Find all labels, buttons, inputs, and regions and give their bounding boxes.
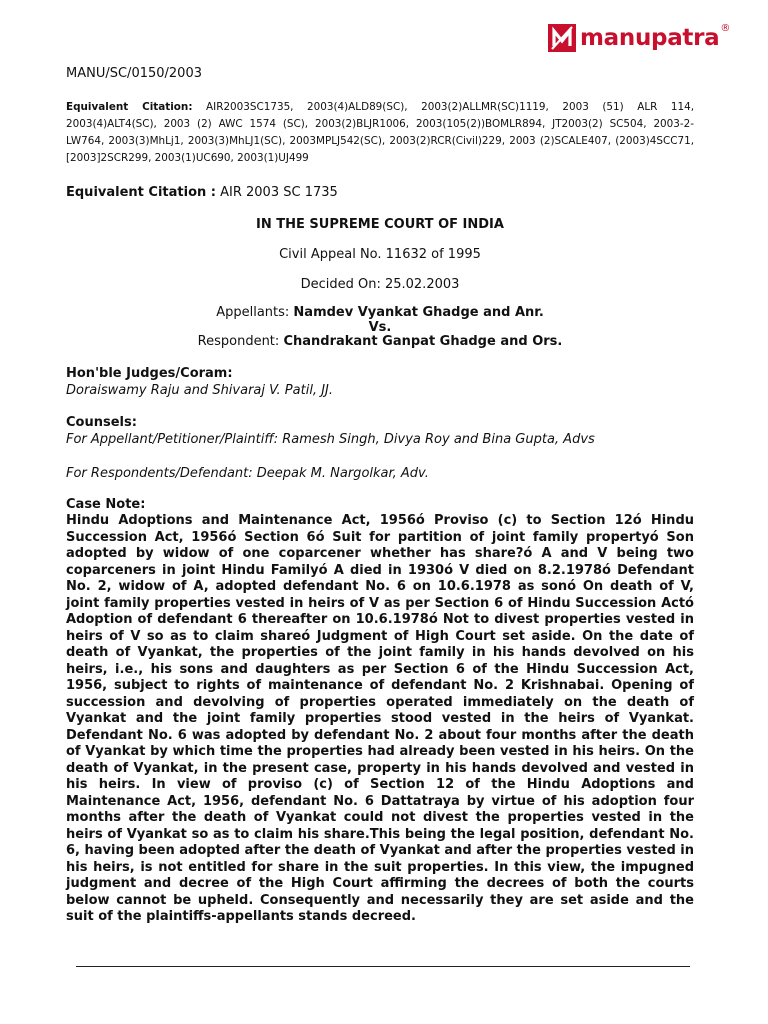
brand-name: manupatra: [580, 25, 720, 51]
judges-heading: Hon'ble Judges/Coram:: [66, 365, 233, 381]
document-id: MANU/SC/0150/2003: [66, 66, 202, 81]
primary-citation-label: Equivalent Citation :: [66, 185, 216, 200]
manupatra-logo: [548, 24, 730, 52]
equivalent-citations: [66, 99, 694, 167]
equivalent-citation-list: AIR2003SC1735, 2003(4)ALD89(SC), 2003(2)ALLMR(SC)1119, 2003 (51) ALR 114, 2003(4)ALT4(SC), 2003 (2) AWC 1574 (SC), 2003(2)BLJR1006, 2003(105(2))BOMLR894, JT2003(2) SC504, 2003-2-LW764, 2003(3)MhLj1, 2003(3)MhLJ1(SC), 2003MPLJ542(SC), 2003(2)RCR(Civil)229, 2003 (2)SCALE407, (2003)4SCC71, [2003]2SCR299, 2003(1)UC690, 2003(1)UJ499: [66, 101, 694, 164]
counsels-section: [66, 414, 694, 482]
parties: [66, 306, 694, 350]
counsel-respondent: For Respondents/Defendant: Deepak M. Nargolkar, Adv.: [66, 465, 429, 481]
appeal-number: Civil Appeal No. 11632 of 1995: [279, 247, 481, 262]
footer-divider: [76, 966, 690, 967]
appellants-line: [66, 306, 694, 321]
document-body: [66, 66, 694, 926]
case-note-heading: Case Note:: [66, 496, 146, 512]
case-note-text: Hindu Adoptions and Maintenance Act, 1956ó Proviso (c) to Section 12ó Hindu Succession Act, 1956ó Section 6ó Suit for partition of joint family propertyó Son adopted by widow of one coparcener whether has share?ó A and V being two coparceners in joint Hindu Familyó A died in 1930ó V died on 8.2.1978ó Defendant No. 2, widow of A, adopted defendant No. 6 on 10.6.1978 as sonó On death of V, joint family properties vested in heirs of V as per Section 6 of Hindu Succession Actó Adoption of defendant 6 thereafter on 10.6.1978ó Not to divest properties vested in heirs of V so as to claim shareó Judgment of High Court set aside. On the date of death of Vyankat, the properties of the joint family in his hands devolved on his heirs, i.e., his sons and daughters as per Section 6 of the Hindu Succession Act, 1956, subject to rights of maintenance of defendant No. 2 Krishnabai. Opening of succession and devolving of properties operated immediately on the death of Vyankat and the joint family properties stood vested in the heirs of Vyankat. Defendant No. 6 was adopted by defendant No. 2 about four months after the death of Vyankat by which time the properties had already been vested in his heirs. On the death of Vyankat, in the present case, property in his hands devolved and vested in his heirs. In view of proviso (c) of Section 12 of the Hindu Adoptions and Maintenance Act, 1956, defendant No. 6 Dattatraya by virtue of his adoption four months after the death of Vyankat could not divest the properties vested in the heirs of Vyankat so as to claim his share.This being the legal position, defendant No. 6, having been adopted after the death of Vyankat and after the properties vested in his heirs, is not entitled for share in the suit properties. In this view, the impugned judgment and decree of the High Court affirming the decrees of both the courts below cannot be upheld. Consequently and necessarily they are set aside and the suit of the plaintiffs-appellants stands decreed.: [66, 513, 694, 924]
brand-registered-mark: ®: [720, 22, 731, 34]
appellants-names: Namdev Vyankat Ghadge and Anr.: [293, 305, 544, 320]
respondent-label: Respondent:: [197, 334, 280, 349]
judges-names: Doraiswamy Raju and Shivaraj V. Patil, JJ.: [66, 382, 333, 398]
court-name: IN THE SUPREME COURT OF INDIA: [256, 217, 504, 232]
counsels-heading: Counsels:: [66, 414, 137, 430]
appellants-label: Appellants:: [216, 305, 290, 320]
case-note-section: [66, 497, 694, 926]
equivalent-citation-label: Equivalent Citation:: [66, 101, 193, 113]
manupatra-logo-icon: [548, 24, 576, 52]
respondent-line: [66, 335, 694, 350]
judges-section: [66, 365, 694, 399]
primary-citation: [66, 184, 694, 202]
counsel-appellant: For Appellant/Petitioner/Plaintiff: Ramesh Singh, Divya Roy and Bina Gupta, Advs: [66, 431, 595, 447]
primary-citation-value: AIR 2003 SC 1735: [220, 185, 338, 200]
versus: [66, 321, 694, 336]
versus-label: Vs.: [368, 319, 392, 335]
decision-date: Decided On: 25.02.2003: [300, 277, 460, 292]
respondent-names: Chandrakant Ganpat Ghadge and Ors.: [283, 334, 563, 349]
